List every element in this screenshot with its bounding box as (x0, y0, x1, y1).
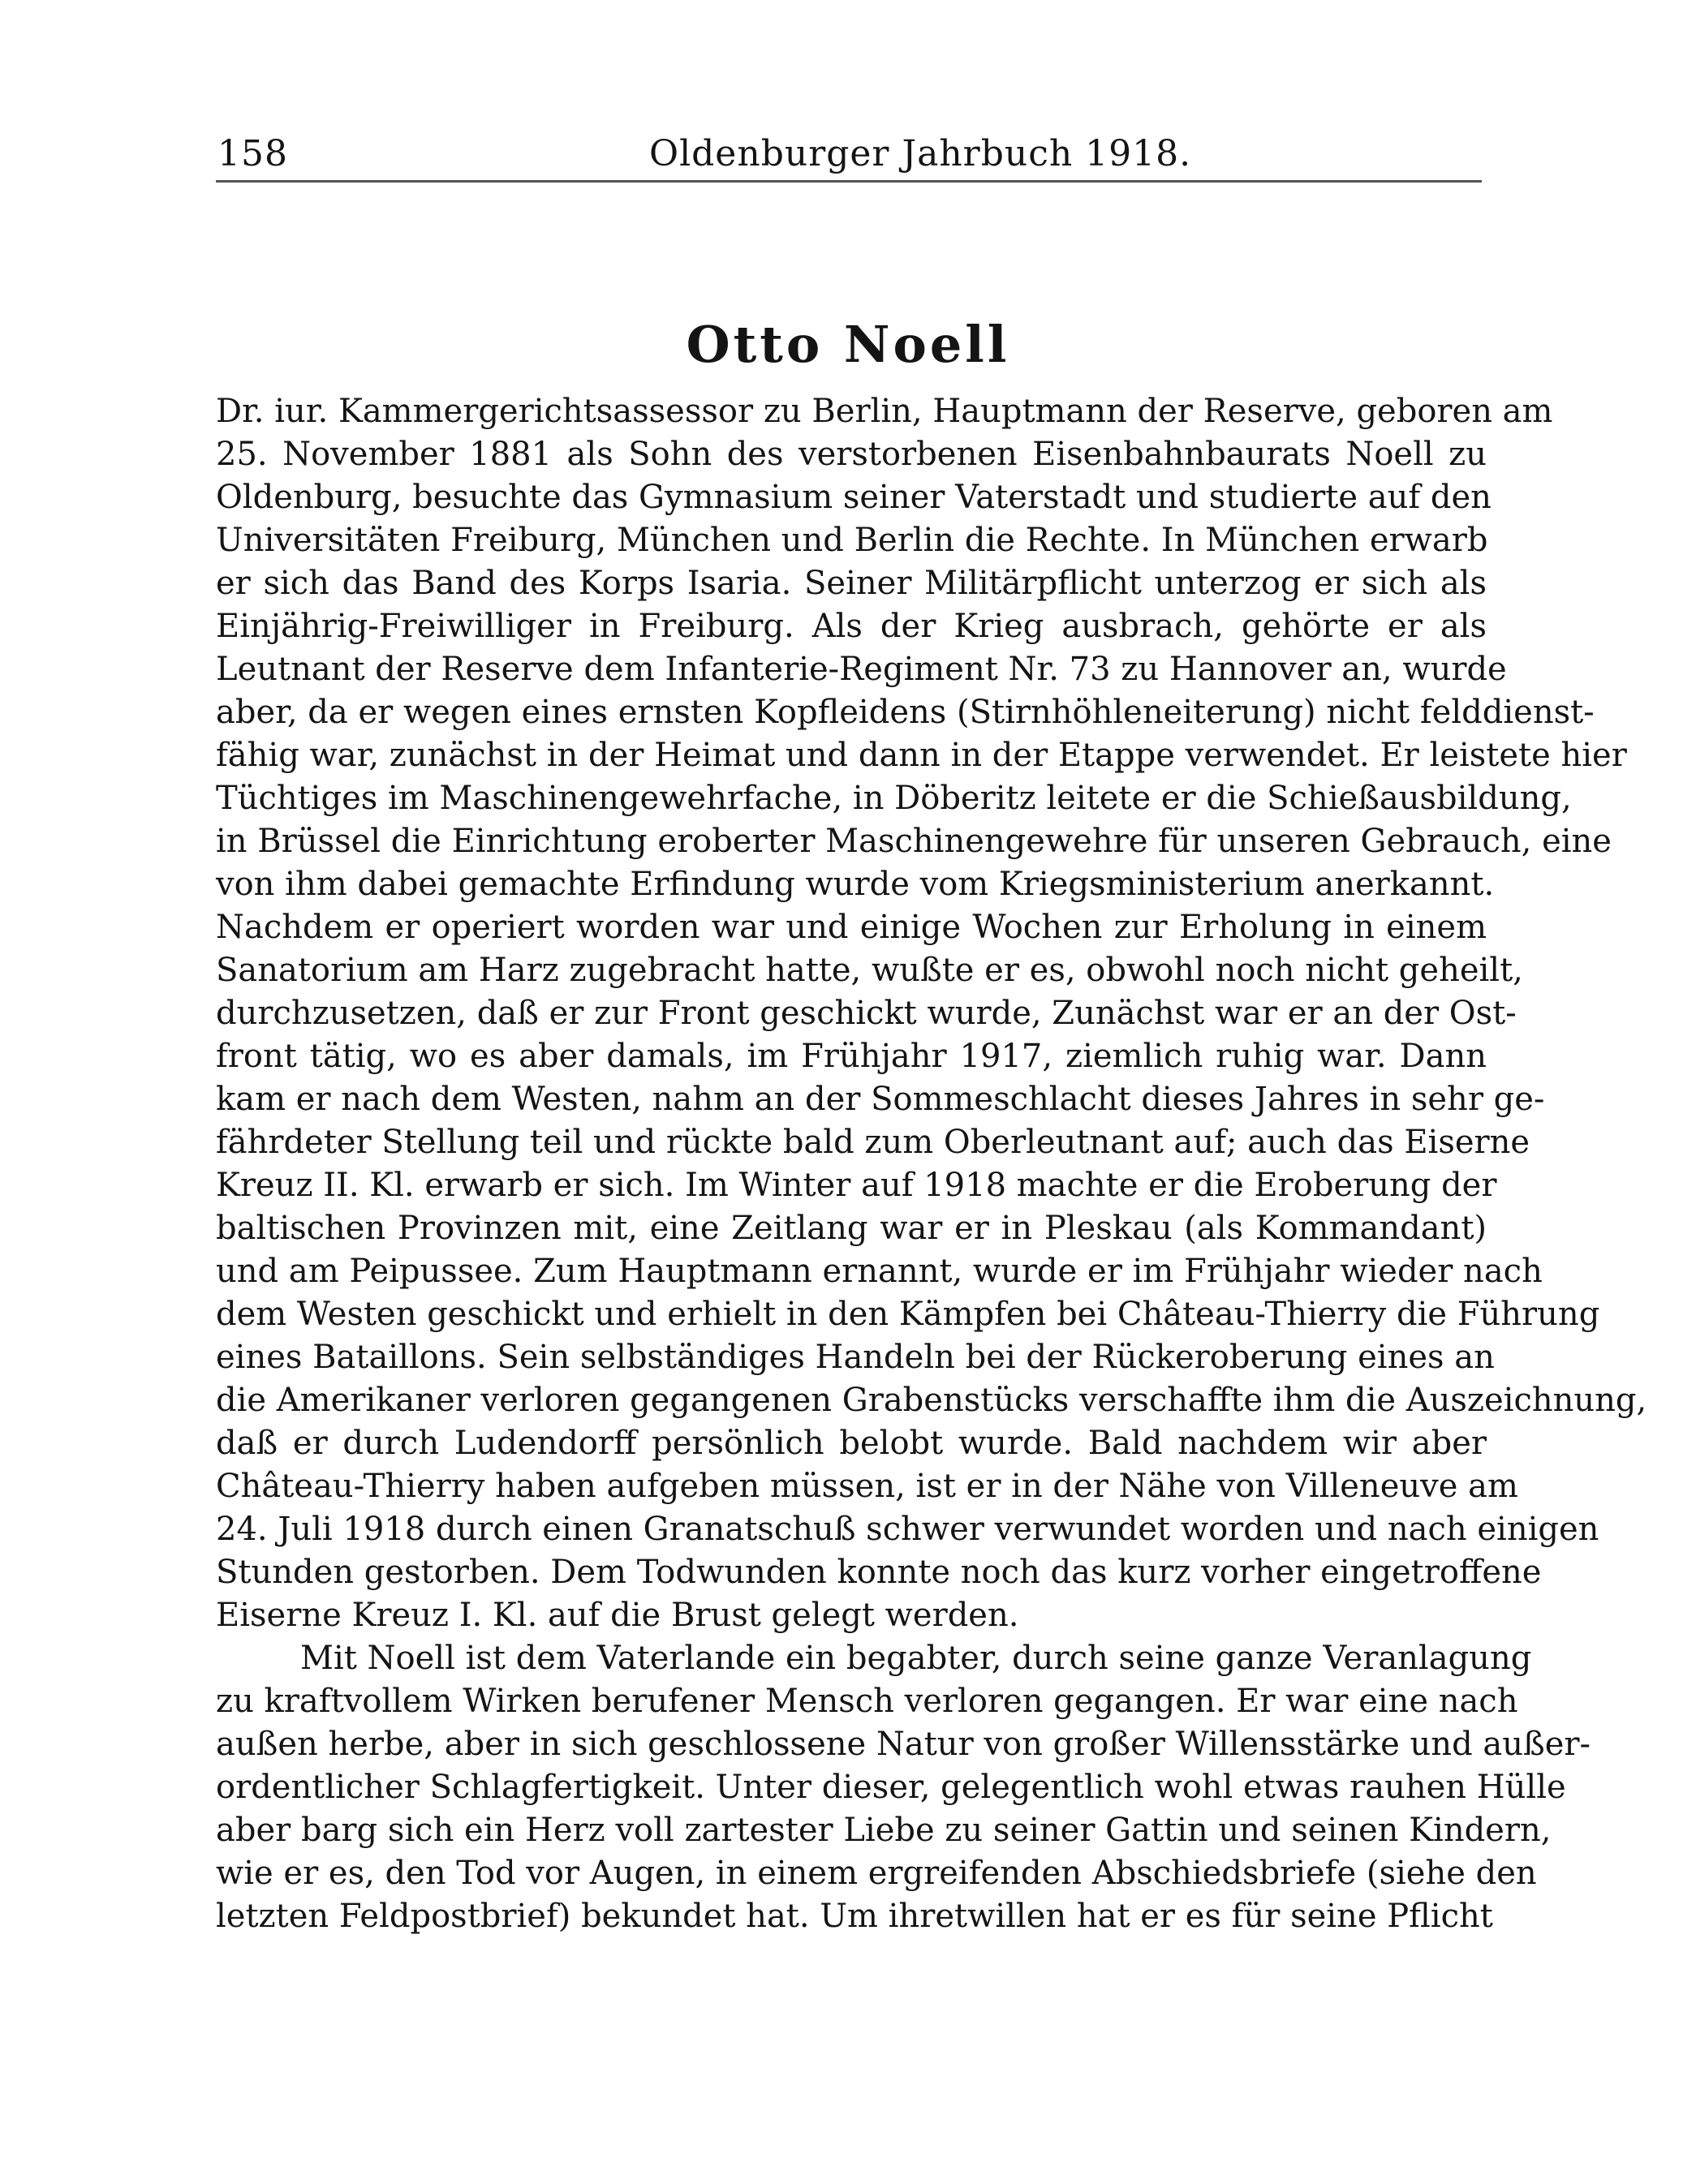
text-line: durchzusetzen, daß er zur Front geschickt wurde, Zunächst war er an der Ost- (216, 995, 1517, 1032)
text-line: er sich das Band des Korps Isaria. Seiner Militärpflicht unterzog er sich als (216, 565, 1487, 602)
text-line: Oldenburg, besuchte das Gymnasium seiner Vaterstadt und studierte auf den (216, 479, 1492, 516)
text-line: Nachdem er operiert worden war und einige Wochen zur Erholung in einem (216, 909, 1487, 946)
header-rule (216, 180, 1482, 183)
running-head: Oldenburger Jahrbuch 1918. (649, 133, 1192, 174)
text-line: daß er durch Ludendorff persönlich belobt wurde. Bald nachdem wir aber (216, 1425, 1487, 1462)
text-line: außen herbe, aber in sich geschlossene Natur von großer Willensstärke und außer- (216, 1726, 1591, 1763)
text-line: wie er es, den Tod vor Augen, in einem ergreifenden Abschiedsbriefe (siehe den (216, 1855, 1537, 1892)
text-line: Mit Noell ist dem Vaterlande ein begabter, durch seine ganze Veranlagung (300, 1640, 1532, 1677)
text-line: eines Bataillons. Sein selbständiges Handeln bei der Rückeroberung eines an (216, 1339, 1495, 1376)
text-line: Dr. iur. Kammergerichtsassessor zu Berlin, Hauptmann der Reserve, geboren am (216, 393, 1553, 430)
text-line: von ihm dabei gemachte Erfindung wurde vom Kriegsministerium anerkannt. (216, 866, 1495, 903)
text-line: Tüchtiges im Maschinengewehrfache, in Döberitz leitete er die Schießausbildung, (216, 780, 1572, 817)
text-line: Sanatorium am Harz zugebracht hatte, wußte er es, obwohl noch nicht geheilt, (216, 952, 1523, 989)
article-title: Otto Noell (686, 315, 1010, 374)
text-line: Universitäten Freiburg, München und Berlin die Rechte. In München erwarb (216, 522, 1488, 559)
text-line: fährdeter Stellung teil und rückte bald zum Oberleutnant auf; auch das Eiserne (216, 1124, 1530, 1161)
text-line: 25. November 1881 als Sohn des verstorbenen Eisenbahnbaurats Noell zu (216, 436, 1487, 473)
text-line: fähig war, zunächst in der Heimat und dann in der Etappe verwendet. Er leistete hier (216, 737, 1627, 774)
text-line: baltischen Provinzen mit, eine Zeitlang war er in Pleskau (als Kommandant) (216, 1210, 1487, 1247)
text-line: letzten Feldpostbrief) bekundet hat. Um ihretwillen hat er es für seine Pflicht (216, 1898, 1493, 1935)
text-line: dem Westen geschickt und erhielt in den Kämpfen bei Château-Thierry die Führung (216, 1296, 1600, 1333)
article-body (216, 390, 1647, 1938)
text-line: Leutnant der Reserve dem Infanterie-Regiment Nr. 73 zu Hannover an, wurde (216, 651, 1507, 688)
text-line: Stunden gestorben. Dem Todwunden konnte noch das kurz vorher eingetroffene (216, 1554, 1542, 1591)
text-line: in Brüssel die Einrichtung eroberter Maschinengewehre für unseren Gebrauch, eine (216, 823, 1612, 860)
text-line: 24. Juli 1918 durch einen Granatschuß schwer verwundet worden und nach einigen (216, 1511, 1599, 1548)
text-line: die Amerikaner verloren gegangenen Grabenstücks verschaffte ihm die Auszeichnung, (216, 1382, 1647, 1419)
page-number: 158 (217, 133, 288, 174)
text-line: front tätig, wo es aber damals, im Frühjahr 1917, ziemlich ruhig war. Dann (216, 1038, 1487, 1075)
text-line: Einjährig-Freiwilliger in Freiburg. Als der Krieg ausbrach, gehörte er als (216, 608, 1487, 645)
text-line: kam er nach dem Westen, nahm an der Sommeschlacht dieses Jahres in sehr ge- (216, 1081, 1545, 1118)
text-line: aber, da er wegen eines ernsten Kopfleidens (Stirnhöhleneiterung) nicht felddienst- (216, 694, 1595, 731)
text-line: ordentlicher Schlagfertigkeit. Unter dieser, gelegentlich wohl etwas rauhen Hülle (216, 1769, 1566, 1806)
text-line: Eiserne Kreuz I. Kl. auf die Brust gelegt werden. (216, 1597, 1019, 1634)
text-line: und am Peipussee. Zum Hauptmann ernannt, wurde er im Frühjahr wieder nach (216, 1253, 1543, 1290)
text-line: zu kraftvollem Wirken berufener Mensch verloren gegangen. Er war eine nach (216, 1683, 1518, 1720)
text-line: aber barg sich ein Herz voll zartester Liebe zu seiner Gattin und seinen Kindern, (216, 1812, 1552, 1849)
text-line: Château-Thierry haben aufgeben müssen, ist er in der Nähe von Villeneuve am (216, 1468, 1518, 1505)
text-line: Kreuz II. Kl. erwarb er sich. Im Winter auf 1918 machte er die Eroberung der (216, 1167, 1497, 1204)
